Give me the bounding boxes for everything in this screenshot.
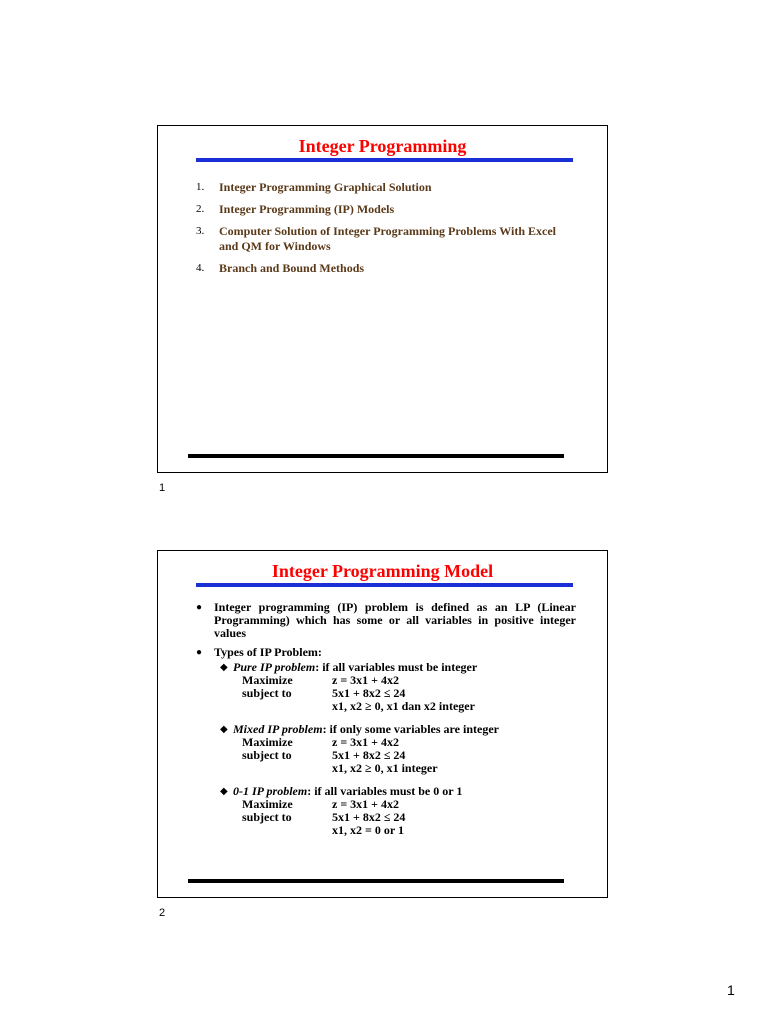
model-value: z = 3x1 + 4x2 (332, 735, 400, 749)
type-label: Pure IP problem (233, 660, 316, 674)
model-key (242, 824, 332, 837)
model-key (242, 700, 332, 713)
type-desc: : if all variables must be integer (315, 660, 478, 674)
diamond-bullet-icon: ◆ (220, 662, 228, 673)
ip-type-pure (220, 661, 576, 713)
ip-type-binary (220, 785, 576, 837)
model-value: z = 3x1 + 4x2 (332, 797, 400, 811)
model-value: 5x1 + 8x2 ≤ 24 (332, 748, 406, 762)
item-text: Computer Solution of Integer Programming Problems With Excel and QM for Windows (219, 224, 556, 253)
item-number: 1. (196, 181, 205, 193)
list-item (196, 180, 576, 195)
model-value: x1, x2 ≥ 0, x1 integer (332, 761, 438, 775)
item-number: 4. (196, 262, 205, 274)
type-desc: : if only some variables are integer (322, 722, 499, 736)
list-item (196, 261, 576, 276)
model-value: 5x1 + 8x2 ≤ 24 (332, 810, 406, 824)
ip-type-mixed (220, 723, 576, 775)
item-number: 2. (196, 203, 205, 215)
model-value: z = 3x1 + 4x2 (332, 673, 400, 687)
diamond-bullet-icon: ◆ (220, 724, 228, 735)
list-item (196, 202, 576, 217)
model-key (242, 762, 332, 775)
bullet-types (196, 646, 576, 659)
model-block (242, 674, 576, 713)
slide-content (196, 601, 576, 837)
definition-text: Integer programming (IP) problem is defined as an LP (Linear Programming) which has some or all variables in positive integer values (214, 600, 576, 640)
bullet-icon: ● (196, 647, 203, 658)
model-key: subject to (242, 686, 292, 700)
item-text: Integer Programming (IP) Models (219, 202, 395, 216)
item-number: 3. (196, 225, 205, 237)
types-heading: Types of IP Problem: (214, 645, 322, 659)
type-desc: : if all variables must be 0 or 1 (307, 784, 463, 798)
slide-title: Integer Programming Model (271, 561, 494, 581)
bullet-icon: ● (196, 602, 203, 613)
slide-2 (157, 550, 608, 898)
model-key: subject to (242, 810, 292, 824)
type-label: 0-1 IP problem (233, 784, 308, 798)
page-number: 1 (727, 982, 735, 998)
slide-title: Integer Programming (298, 136, 467, 156)
slide-label-1: 1 (159, 482, 166, 494)
topic-list (196, 180, 576, 283)
model-value: x1, x2 = 0 or 1 (332, 823, 404, 837)
model-block (242, 736, 576, 775)
model-block (242, 798, 576, 837)
bottom-rule (188, 879, 564, 883)
slide-label-2: 2 (159, 907, 166, 919)
slide-1 (157, 125, 608, 473)
type-label: Mixed IP problem (233, 722, 323, 736)
model-key: Maximize (242, 797, 293, 811)
item-text: Branch and Bound Methods (219, 261, 365, 275)
title-rule (196, 583, 573, 587)
model-key: subject to (242, 748, 292, 762)
model-key: Maximize (242, 673, 293, 687)
diamond-bullet-icon: ◆ (220, 786, 228, 797)
model-value: x1, x2 ≥ 0, x1 dan x2 integer (332, 699, 475, 713)
model-value: 5x1 + 8x2 ≤ 24 (332, 686, 406, 700)
title-rule (196, 158, 573, 162)
bullet-definition (196, 601, 576, 640)
bottom-rule (188, 454, 564, 458)
list-item (196, 224, 576, 254)
model-key: Maximize (242, 735, 293, 749)
item-text: Integer Programming Graphical Solution (219, 180, 432, 194)
